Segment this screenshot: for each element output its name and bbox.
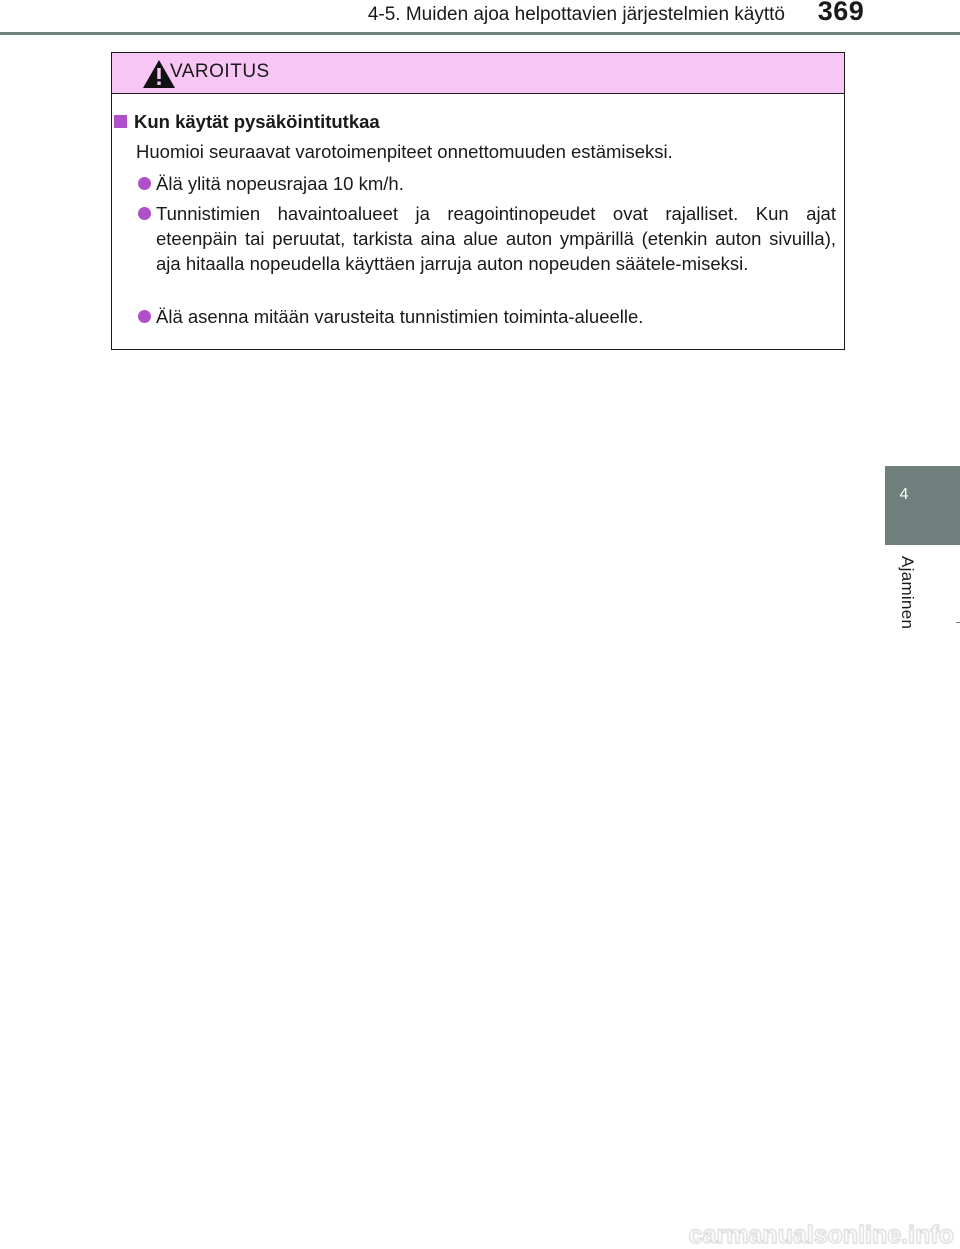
square-bullet-icon bbox=[114, 115, 127, 128]
list-item-text: Älä ylitä nopeusrajaa 10 km/h. bbox=[156, 173, 404, 194]
warning-header bbox=[112, 53, 844, 94]
page-number: 369 bbox=[817, 0, 865, 26]
list-item bbox=[138, 171, 836, 196]
chapter-tab bbox=[885, 466, 960, 545]
list-item bbox=[138, 304, 836, 329]
header-divider bbox=[0, 32, 960, 35]
warning-title: VAROITUS bbox=[170, 61, 270, 82]
list-item-text: Älä asenna mitään varusteita tunnistimien toiminta-alueelle. bbox=[156, 306, 644, 327]
chapter-label: Ajaminen bbox=[898, 556, 917, 630]
section-title: 4-5. Muiden ajoa helpottavien järjestelmien käyttö bbox=[367, 4, 785, 25]
warning-heading-text: Kun käytät pysäköintitutkaa bbox=[134, 111, 380, 132]
side-tick-mark bbox=[956, 622, 960, 623]
round-bullet-icon bbox=[138, 310, 151, 323]
watermark bbox=[0, 1222, 960, 1249]
warning-intro: Huomioi seuraavat varotoimenpiteet onnettomuuden estämiseksi. bbox=[136, 141, 673, 162]
round-bullet-icon bbox=[138, 177, 151, 190]
list-item bbox=[138, 201, 836, 276]
warning-box bbox=[111, 52, 845, 350]
chapter-number: 4 bbox=[899, 486, 909, 503]
round-bullet-icon bbox=[138, 207, 151, 220]
watermark-text: carmanualsonline.info bbox=[688, 1222, 954, 1249]
list-item-text: Tunnistimien havaintoalueet ja reagointinopeudet ovat rajalliset. Kun ajat eteenpäin tai peruutat, tarkista aina alue auton ympärillä (etenkin auton sivuilla), aja hitaalla nopeudella käyttäen jarruja auton nopeuden säätele-miseksi. bbox=[156, 203, 836, 274]
warning-heading bbox=[114, 111, 380, 133]
